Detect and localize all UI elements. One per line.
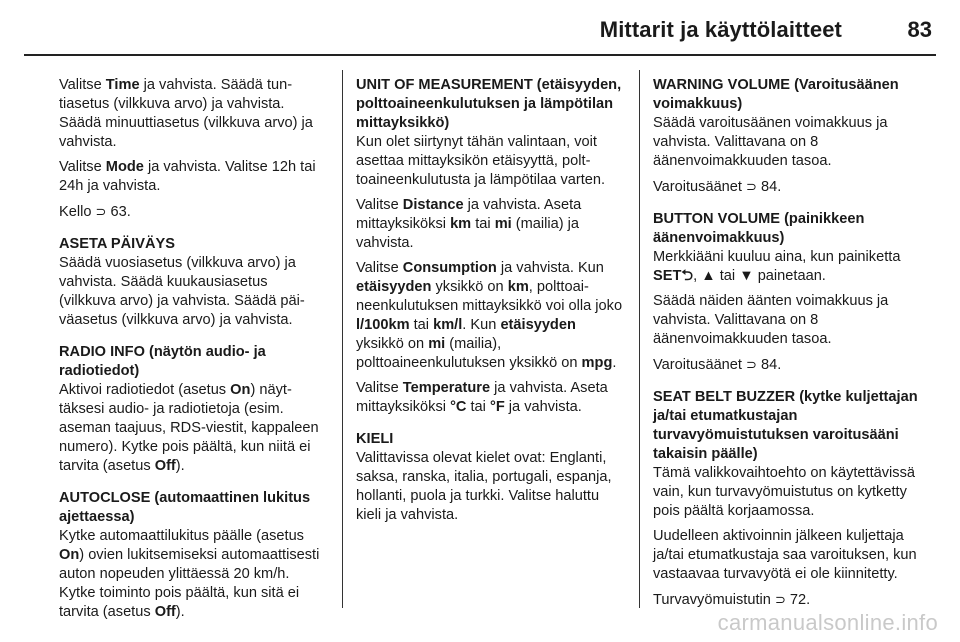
paragraph: Tämä valikkovaihtoehto on käytettävissä vain, kun turvavyömuistutus on kytketty pois päältä korjaamossa.: [653, 465, 916, 519]
section-heading: AUTOCLOSE (automaattinen lukitus ajettaessa): [59, 490, 311, 525]
column-divider: [342, 70, 343, 608]
page-ref-icon: ⊃: [746, 357, 757, 372]
paragraph: Merkkiääni kuuluu aina, kun painiketta SET⮌, ▲ tai ▼ painetaan.: [653, 249, 901, 284]
up-arrow-icon: ▲: [701, 268, 716, 284]
paragraph: Aktivoi radiotiedot (asetus On) näyttäksesi audio- ja radiotietoja (esim. aseman taajuus, RDS-viestit, kappaleen numero). Kytke pois päältä, kun niitä ei tarvita (asetus Off).: [59, 382, 319, 474]
column-left: [59, 76, 327, 628]
paragraph: Kun olet siirtynyt tähän valintaan, voit asettaa mittayksikön etäisyyttä, polttoaineenkulutusta ja lämpötilaa varten.: [356, 134, 606, 188]
page-header: [0, 0, 960, 56]
paragraph: Valitse Consumption ja vahvista. Kun etäisyyden yksikkö on km, polttoaineenkulutuksen mittayksikkö voi olla joko l/100km tai km/l. Kun etäisyyden yksikkö on mi (mailia), polttoaineenkulutuksen yksikkö on mpg.: [356, 260, 623, 371]
paragraph: Valitse Temperature ja vahvista. Aseta mittayksiköksi °C tai °F ja vahvista.: [356, 380, 608, 415]
cross-reference: Varoitusäänet ⊃ 84.: [653, 179, 782, 195]
paragraph: Säädä varoitusäänen voimakkuus ja vahvista. Valittavana on 8 äänenvoimakkuuden tasoa.: [653, 115, 888, 169]
section-heading: SEAT BELT BUZZER (kytke kuljettajan ja/tai etumatkustajan turvavyömuistutuksen varoitusääni takaisin päälle): [653, 389, 918, 462]
section-heading: WARNING VOLUME (Varoitusäänen voimakkuus): [653, 77, 899, 112]
down-arrow-icon: ▼: [739, 268, 754, 284]
page-number: 83: [907, 17, 932, 42]
section-heading: ASETA PÄIVÄYS: [59, 236, 175, 252]
page-ref-icon: ⊃: [95, 204, 107, 219]
column-divider: [639, 70, 640, 608]
cross-reference: Varoitusäänet ⊃ 84.: [653, 357, 782, 373]
cross-reference: Turvavyömuistutin ⊃ 72.: [653, 592, 811, 608]
back-arrow-icon: ⮌: [681, 268, 694, 284]
paragraph: Valittavissa olevat kielet ovat: Englanti, saksa, ranska, italia, portugali, espanja, hollanti, puola ja turkki. Valitse haluttu kieli ja vahvista.: [356, 450, 612, 523]
cross-reference: Kello ⊃ 63.: [59, 204, 131, 220]
paragraph: Säädä näiden äänten voimakkuus ja vahvista. Valittavana on 8 äänenvoimakkuuden tasoa.: [653, 293, 889, 347]
section-heading: RADIO INFO (näytön audio- ja radiotiedot): [59, 344, 266, 379]
watermark: carmanualsonline.info: [717, 610, 938, 635]
page-ref-icon: ⊃: [746, 179, 757, 194]
header-rule: [24, 54, 936, 56]
paragraph: Säädä vuosiasetus (vilkkuva arvo) ja vahvista. Säädä kuukausiasetus (vilkkuva arvo) ja vahvista. Säädä päiväasetus (vilkkuva arvo) ja vahvista.: [59, 255, 305, 328]
paragraph: Uudelleen aktivoinnin jälkeen kuljettaja ja/tai etumatkustaja saa varoituksen, kun vastaavaa turvavyötä ei ole kiinnitetty.: [653, 528, 917, 582]
paragraph: Valitse Distance ja vahvista. Aseta mittayksiköksi km tai mi (mailia) ja vahvista.: [356, 197, 582, 251]
paragraph: Kytke automaattilukitus päälle (asetus On) ovien lukitsemiseksi automaattisesti auton nopeuden ylittäessä 20 km/h. Kytke toiminto pois päältä, kun sitä ei tarvita (asetus Off).: [59, 528, 320, 620]
page-title: Mittarit ja käyttölaitteet: [599, 17, 842, 42]
section-heading: UNIT OF MEASUREMENT (etäisyyden, polttoaineenkulutuksen ja lämpötilan mittayksikkö): [356, 77, 622, 131]
column-middle: [356, 76, 626, 531]
section-heading: BUTTON VOLUME (painikkeen äänenvoimakkuus): [653, 211, 865, 246]
column-right: [653, 76, 935, 616]
paragraph: Valitse Time ja vahvista. Säädä tuntiasetus (vilkkuva arvo) ja vahvista. Säädä minuuttiasetus (vilkkuva arvo) ja vahvista.: [59, 77, 313, 150]
page-ref-icon: ⊃: [774, 592, 786, 607]
paragraph: Valitse Mode ja vahvista. Valitse 12h tai 24h ja vahvista.: [59, 159, 316, 194]
section-heading: KIELI: [356, 431, 394, 447]
